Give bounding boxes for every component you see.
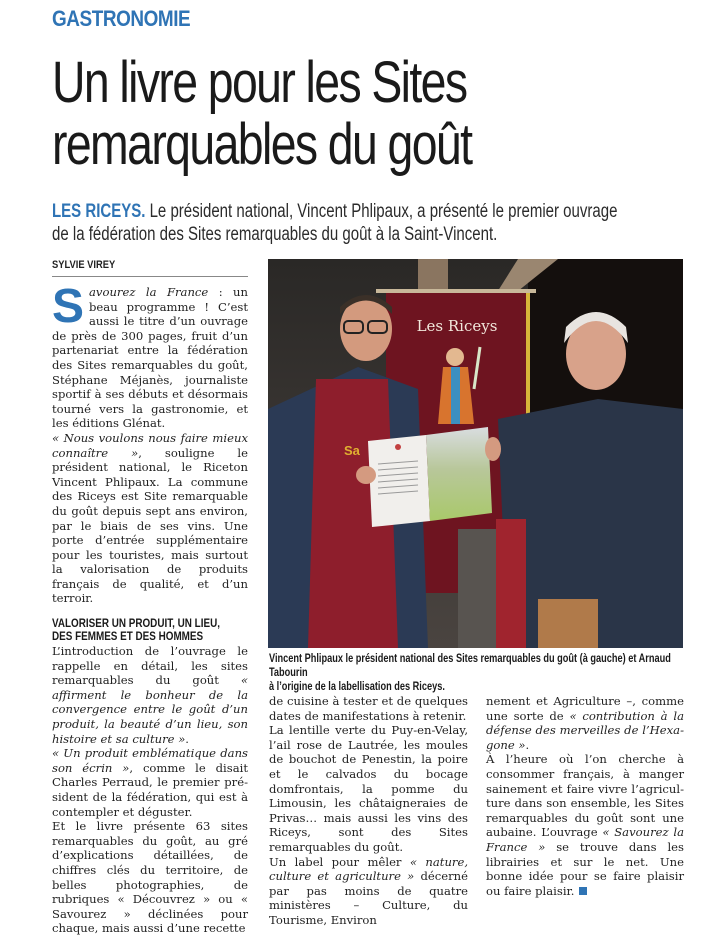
paragraph <box>269 855 468 928</box>
paragraph <box>52 280 248 431</box>
photo-caption <box>269 652 685 694</box>
drop-cap: S <box>52 280 85 333</box>
banner-lower <box>496 519 526 648</box>
quote: « contribution à la défense des merveilles de l’Hexagone » <box>486 708 684 752</box>
paragraph-text: nement et Agriculture –, comme une sorte de <box>486 694 684 723</box>
saint-stole <box>451 367 460 424</box>
paragraph <box>269 723 468 854</box>
paragraph-text: se trouve dans les librairies et sur le net. Une bonne idée pour se faire plaisir ou faire plaisir. <box>486 839 684 898</box>
paragraph <box>52 819 248 936</box>
paragraph-text: de cuisine à tester et de quelques dates de manifestations à retenir. <box>269 694 468 723</box>
article-column-2 <box>269 694 468 928</box>
right-man-trousers <box>538 599 598 648</box>
banner-text: Les Riceys <box>416 317 498 335</box>
photo-illustration <box>268 259 683 648</box>
paragraph-text: : un beau programme ! C’est aussi le titre d’un ouvrage de près de 300 pages, fruit d’un partenariat entre la fédération des Sites remarquables du goût, Stéphane Méjanès, journaliste sportif à ses débuts et désormais tourné vers la gastronomie, et les éditions Glénat. <box>52 285 248 431</box>
banner-pole <box>376 289 536 293</box>
standfirst-line-2: de la fédération des Sites remarquables du goût à la Saint-Vincent. <box>52 224 498 245</box>
background-post <box>458 529 496 648</box>
article-photo <box>268 259 683 648</box>
paragraph-text: . <box>525 737 530 752</box>
paragraph <box>269 694 468 723</box>
paragraph-text: L’introduction de l’ouvrage le rappelle en détail, les sites remarquables du goût <box>52 644 248 688</box>
book-right-page <box>426 427 492 521</box>
paragraph <box>52 746 248 819</box>
dateline-location: LES RICEYS. <box>52 201 146 222</box>
subheading-line-1: VALORISER UN PRODUIT, UN LIEU, <box>52 618 220 631</box>
paragraph-text: , souligne le président national, le Riceton Vincent Phlipaux. La commune des Riceys est Site remarquable du goût depuis sept ans environ, par le biais de ses vins. Une porte d’entrée supplémentaire pour les touristes, mais surtout la valorisation de produits français de qualité, et d’un terroir. <box>52 445 248 606</box>
article-column-3 <box>486 694 684 898</box>
caption-line-1: Vincent Phlipaux le président national des Sites remarquables du goût (à gauche) et Arnaud Tabourin <box>269 653 671 679</box>
quote: « Nous voulons nous faire mieux connaître » <box>52 430 248 460</box>
article-column-1 <box>52 280 248 936</box>
headline-line-1: Un livre pour les Sites <box>52 50 467 115</box>
apron-text: Sa <box>344 443 360 458</box>
paragraph-text: . <box>185 731 189 746</box>
quote: « Un produit emblématique dans son écrin » <box>52 746 248 775</box>
paragraph <box>486 752 684 898</box>
right-hand <box>485 437 501 461</box>
book-page-marker <box>395 444 401 450</box>
byline: SYLVIE VIREY <box>52 259 116 271</box>
paragraph-text: Un label pour mêler <box>269 854 410 869</box>
standfirst-line-1: Le président national, Vincent Phlipaux, a présenté le premier ouvrage <box>145 201 618 222</box>
quote: « affirment le bonheur de la convergence entre le goût d’un produit, la beauté d’un lieu, son histoire et sa culture » <box>52 673 248 746</box>
byline-divider <box>52 276 248 277</box>
paragraph <box>52 431 248 606</box>
end-of-article-icon <box>579 887 587 895</box>
standfirst <box>52 200 684 246</box>
section-rubric: GASTRONOMIE <box>52 6 191 31</box>
saint-head <box>446 348 464 366</box>
left-hand <box>356 466 376 484</box>
caption-line-2: à l’origine de la labellisation des Riceys. <box>269 681 445 693</box>
paragraph <box>52 644 248 746</box>
headline <box>52 52 676 176</box>
wooden-beam <box>418 259 448 294</box>
paragraph-text: décerné par pas moins de quatre ministères – Culture, du Tourisme, Environ <box>269 869 468 927</box>
subheading <box>52 618 250 644</box>
book-title: « Savourez la France » <box>486 825 684 854</box>
quote: « nature, culture et agriculture » <box>269 854 469 884</box>
paragraph <box>486 694 684 752</box>
paragraph-text: À l’heure où l’on cherche à consommer français, à manger sainement et faire vivre l’agriculture dans son ensemble, les Sites remarquables du goût sont une aubaine. L’ouvrage <box>486 752 684 840</box>
subheading-line-2: DES FEMMES ET DES HOMMES <box>52 631 204 644</box>
headline-line-2: remarquables du goût <box>52 112 472 177</box>
paragraph-text: Et le livre présente 63 sites remarquables du goût, au gré d’explications détaillées, de chiffres clés du territoire, de belles photographies, de rubriques « Découvrez » ou « Savourez » déclinées pour chaque, mais aussi d’une recette <box>52 819 248 936</box>
paragraph-text: La lentille verte du Puy-en-Velay, l’ail rose de Lautrée, les moules de bouchot de Penestin, la poire et le calvados du bocage domfrontais, la pomme du Limousin, les châtaigneraies de Privas… mais aussi les vins des Riceys, sont des Sites remarquables du goût. <box>269 723 468 854</box>
book-title: avourez la France <box>89 285 209 299</box>
paragraph-text: , comme le disait Charles Perraud, le premier président de la fédération, qui est à contempler et déguster. <box>52 760 248 819</box>
